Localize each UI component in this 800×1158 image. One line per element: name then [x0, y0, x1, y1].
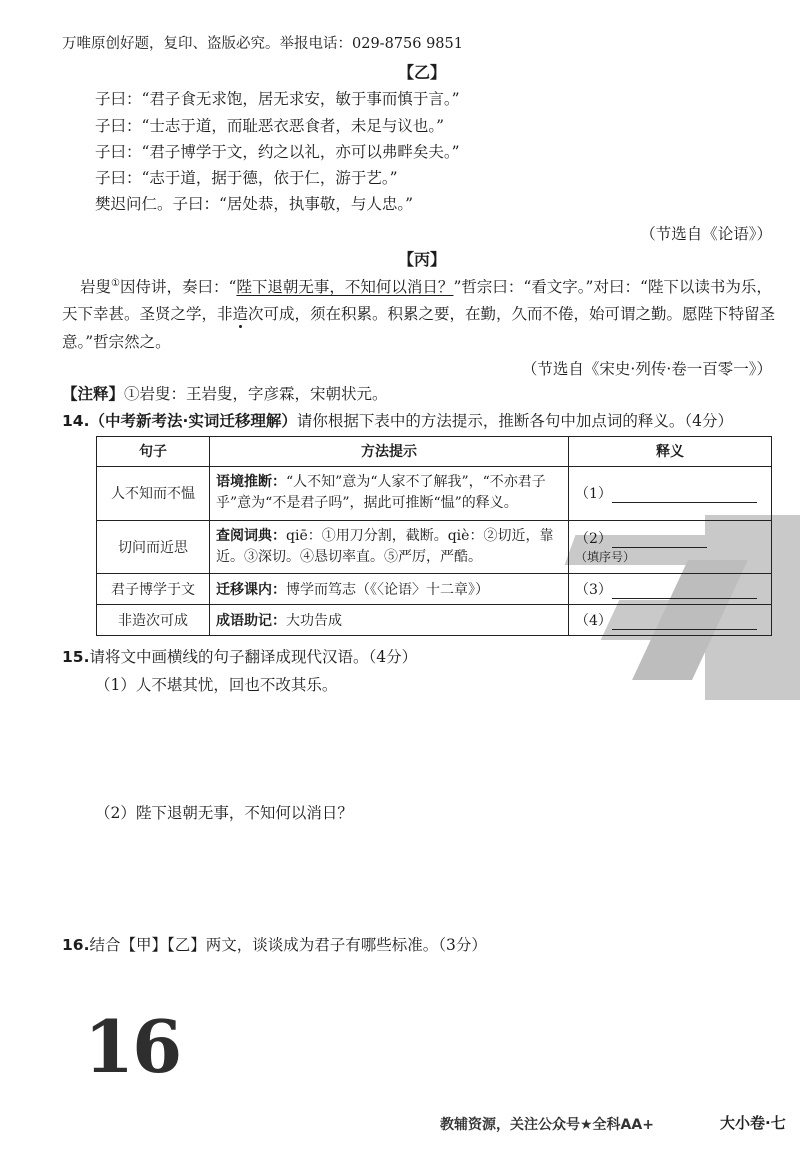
- method-label: 语境推断：: [216, 474, 286, 491]
- passage-yi-line: 樊迟问仁。子曰：“居处恭，执事敬，与人忠。”: [95, 195, 414, 213]
- question-text: 请将文中画横线的句子翻译成现代汉语。（4分）: [89, 648, 418, 666]
- table-header-row: [97, 437, 772, 467]
- sentence: 人不知而不愠: [111, 486, 195, 503]
- question-number: 15.: [62, 648, 90, 666]
- answer-blank[interactable]: [612, 502, 757, 503]
- sentence: 君子博学于文: [111, 582, 195, 599]
- method-text: 大功告成: [286, 613, 342, 630]
- question-15-sub-1: （1）人不堪其忧，回也不改其乐。: [95, 676, 338, 694]
- footer-label: 大小卷·七: [720, 1114, 786, 1132]
- copyright-notice: 万唯原创好题，复印、盗版必究。举报电话：029-8756 9851: [62, 36, 463, 52]
- answer-blank[interactable]: [612, 629, 757, 630]
- method-cell: [210, 520, 569, 574]
- table-row: [97, 520, 772, 574]
- question-text: 结合【甲】【乙】两文，谈谈成为君子有哪些标准。（3分）: [89, 936, 487, 954]
- footer-promo: 教辅资源，关注公众号★全科AA+: [440, 1117, 654, 1133]
- table-row: [97, 466, 772, 520]
- method-cell: [210, 574, 569, 605]
- method-cell: [210, 605, 569, 636]
- method-cell: [210, 466, 569, 520]
- method-table: [96, 436, 772, 636]
- sentence-cell: [97, 605, 210, 636]
- text: 岩叟: [80, 278, 112, 296]
- answer-label: （4）: [575, 613, 612, 630]
- answer-label: （2）: [575, 531, 612, 548]
- sentence-cell: [97, 520, 210, 574]
- passage-bing-source: （节选自《宋史·列传·卷一百零一》）: [521, 360, 772, 378]
- method-label: 成语助记：: [216, 613, 286, 630]
- answer-hint: （填序号）: [575, 550, 636, 565]
- answer-cell[interactable]: [569, 574, 772, 605]
- annotation: [62, 382, 388, 404]
- question-16-stem: [62, 933, 487, 955]
- table-header: 方法提示: [210, 437, 569, 467]
- answer-cell[interactable]: [569, 605, 772, 636]
- annotation-label: 【注释】: [62, 385, 125, 403]
- answer-cell[interactable]: [569, 520, 772, 574]
- passage-yi-line: 子曰：“士志于道，而耻恶衣恶食者，未足与议也。”: [95, 117, 445, 135]
- text: 因侍讲，奏曰：“: [119, 278, 237, 296]
- sentence: 非造次可成: [118, 613, 188, 630]
- question-tag: （中考新考法·实词迁移理解）: [89, 412, 297, 430]
- question-number: 16.: [62, 936, 90, 954]
- method-label: 迁移课内：: [216, 582, 286, 599]
- question-15-sub-2: （2）陛下退朝无事，不知何以消日？: [95, 804, 353, 822]
- passage-bing-line-2: [62, 302, 775, 324]
- passage-yi-source: （节选自《论语》）: [640, 225, 772, 243]
- sentence: 切问而近思: [118, 539, 188, 556]
- passage-yi-line: 子曰：“君子食无求饱，居无求安，敏于事而慎于言。”: [95, 90, 460, 108]
- question-15-stem: [62, 645, 417, 667]
- sentence-cell: [97, 466, 210, 520]
- text: 次可成，须在积累。积累之要，在勤，久而不倦，始可谓之勤。愿陛下特留圣: [248, 305, 776, 323]
- question-number: 14.: [62, 412, 90, 430]
- method-text: 博学而笃志（《〈论语〉十二章》）: [286, 582, 489, 599]
- passage-yi-line: 子曰：“君子博学于文，约之以礼，亦可以弗畔矣夫。”: [95, 143, 460, 161]
- question-14-stem: [62, 409, 733, 431]
- table-row: [97, 605, 772, 636]
- answer-label: （3）: [575, 582, 612, 599]
- passage-yi-title: 【乙】: [398, 63, 447, 82]
- answer-cell[interactable]: [569, 466, 772, 520]
- question-text: 请你根据下表中的方法提示，推断各句中加点词的释义。（4分）: [296, 412, 733, 430]
- page-number: 16: [84, 1004, 181, 1089]
- dotted-character: 造: [232, 305, 249, 323]
- answer-blank[interactable]: [612, 547, 707, 548]
- method-label: 查阅词典：: [216, 527, 286, 544]
- underlined-sentence: 陛下退朝无事，不知何以消日？: [236, 278, 454, 296]
- text: 天下幸甚。圣贤之学，非: [62, 305, 233, 323]
- sentence-cell: [97, 574, 210, 605]
- text: ”哲宗曰：“看文字。”对曰：“陛下以读书为乐，: [453, 278, 772, 296]
- passage-bing-title: 【丙】: [398, 250, 447, 269]
- answer-label: （1）: [575, 486, 612, 503]
- method-text: qiē：①用刀分割，截断。qiè：②切近，靠近。③深切。④恳切率直。⑤严厉，严酷。: [216, 527, 554, 565]
- table-header: 句子: [97, 437, 210, 467]
- annotation-text: ①岩叟：王岩叟，字彦霖，宋朝状元。: [124, 385, 388, 403]
- passage-bing-line-3: 意。”哲宗然之。: [62, 333, 171, 351]
- method-text: “人不知”意为“人家不了解我”，“不亦君子乎”意为“不是君子吗”，据此可推断“愠”的释义。: [216, 474, 546, 512]
- table-row: [97, 574, 772, 605]
- answer-blank[interactable]: [612, 598, 757, 599]
- footnote-marker: ①: [111, 277, 120, 289]
- table-header: 释义: [569, 437, 772, 467]
- passage-bing-line-1: [80, 275, 772, 297]
- passage-yi-line: 子曰：“志于道，据于德，依于仁，游于艺。”: [95, 169, 398, 187]
